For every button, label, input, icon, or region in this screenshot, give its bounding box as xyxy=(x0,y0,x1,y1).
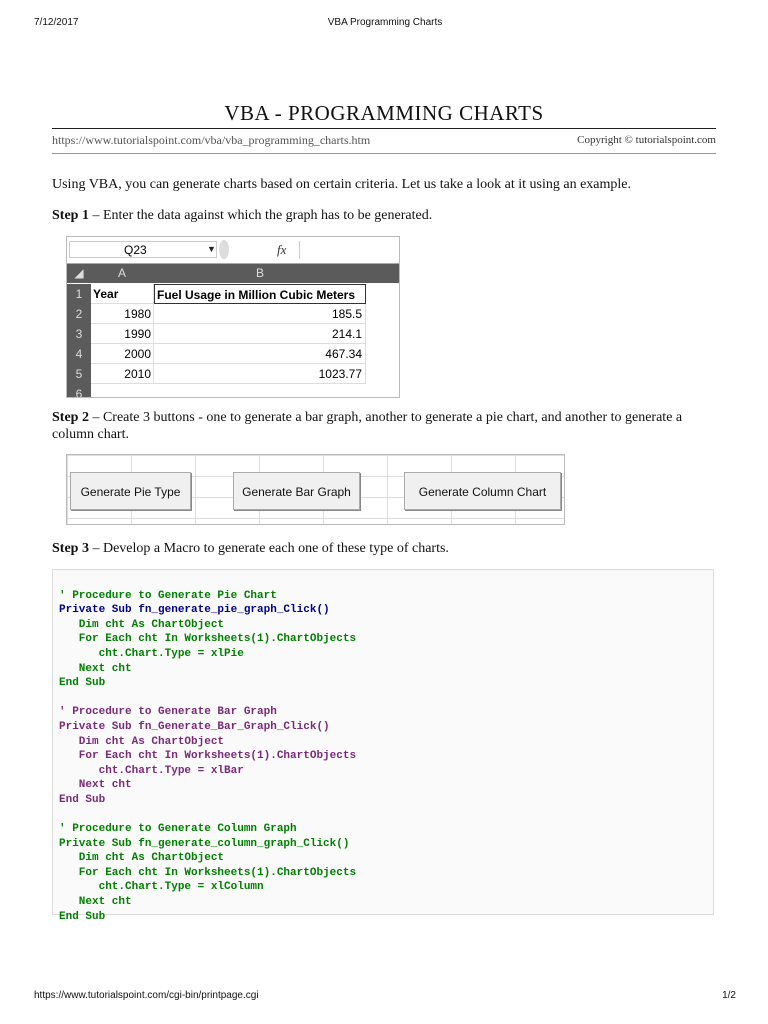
print-title: VBA Programming Charts xyxy=(327,17,443,28)
cell-a2[interactable]: 1980 xyxy=(91,304,154,324)
title-rule xyxy=(52,128,716,129)
cell-a1[interactable]: Year xyxy=(91,284,154,304)
source-url-link[interactable]: https://www.tutorialspoint.com/vba/vba_programming_charts.htm xyxy=(52,133,371,147)
code-line: ' Procedure to Generate Pie Chart xyxy=(59,589,277,602)
print-date: 7/12/2017 xyxy=(34,17,79,28)
code-line: Private Sub fn_generate_pie_graph_Click() xyxy=(59,604,330,617)
code-line: Dim cht As ChartObject xyxy=(59,618,225,631)
row-header-1[interactable]: 1 xyxy=(67,284,91,304)
generate-column-button[interactable]: Generate Column Chart xyxy=(404,472,561,510)
formula-separator xyxy=(299,241,300,259)
cell-b2[interactable]: 185.5 xyxy=(154,304,366,324)
code-line: End Sub xyxy=(59,910,106,923)
step1-text: – Enter the data against which the graph has to be generated. xyxy=(88,208,433,223)
cell-a3[interactable]: 1990 xyxy=(91,324,154,344)
header-rule xyxy=(52,153,716,154)
code-line: Next cht xyxy=(59,779,132,792)
column-headers xyxy=(67,264,399,283)
copyright-notice: Copyright © tutorialspoint.com xyxy=(577,134,716,146)
row-header-3[interactable]: 3 xyxy=(67,324,91,344)
row-header-6[interactable]: 6 xyxy=(67,384,91,398)
step3-paragraph xyxy=(52,540,716,557)
code-line: cht.Chart.Type = xlPie xyxy=(59,647,244,660)
step1-paragraph xyxy=(52,207,716,224)
step3-text: – Develop a Macro to generate each one of these type of charts. xyxy=(88,541,449,556)
formula-cancel-icon xyxy=(219,240,229,259)
code-line: Dim cht As ChartObject xyxy=(59,735,225,748)
print-footer-url: https://www.tutorialspoint.com/cgi-bin/printpage.cgi xyxy=(34,990,259,1001)
print-header xyxy=(34,17,736,31)
code-line: End Sub xyxy=(59,677,106,690)
row-header-2[interactable]: 2 xyxy=(67,304,91,324)
print-footer xyxy=(34,990,736,1004)
code-line: cht.Chart.Type = xlColumn xyxy=(59,881,264,894)
cell-b5[interactable]: 1023.77 xyxy=(154,364,366,384)
cell-a4[interactable]: 2000 xyxy=(91,344,154,364)
code-line: Private Sub fn_generate_column_graph_Click() xyxy=(59,837,350,850)
code-line xyxy=(59,808,356,823)
chevron-down-icon[interactable]: ▼ xyxy=(207,244,216,254)
code-line: Dim cht As ChartObject xyxy=(59,852,225,865)
cell-b4[interactable]: 467.34 xyxy=(154,344,366,364)
step3-label: Step 3 xyxy=(52,541,89,556)
excel-button-sheet xyxy=(66,454,565,525)
row-header-5[interactable]: 5 xyxy=(67,364,91,384)
step1-label: Step 1 xyxy=(52,208,89,223)
code-line: For Each cht In Worksheets(1).ChartObjects xyxy=(59,633,357,646)
generate-bar-button[interactable]: Generate Bar Graph xyxy=(233,472,360,510)
generate-pie-button[interactable]: Generate Pie Type xyxy=(70,472,191,510)
code-line: ' Procedure to Generate Column Graph xyxy=(59,823,297,836)
column-header-b[interactable]: B xyxy=(255,266,264,280)
select-all-corner[interactable]: ◢ xyxy=(74,266,84,280)
cell-b1[interactable]: Fuel Usage in Million Cubic Meters xyxy=(154,284,366,304)
cell-b3[interactable]: 214.1 xyxy=(154,324,366,344)
code-line: Private Sub fn_Generate_Bar_Graph_Click() xyxy=(59,720,330,733)
cell-a5[interactable]: 2010 xyxy=(91,364,154,384)
row-header-4[interactable]: 4 xyxy=(67,344,91,364)
column-header-a[interactable]: A xyxy=(117,266,126,280)
code-line: Next cht xyxy=(59,662,132,675)
step2-label: Step 2 xyxy=(52,410,89,425)
excel-data-table xyxy=(66,236,400,398)
name-box[interactable]: Q23 xyxy=(69,241,217,258)
code-line: For Each cht In Worksheets(1).ChartObjects xyxy=(59,750,357,763)
page-number: 1/2 xyxy=(722,990,736,1001)
intro-paragraph: Using VBA, you can generate charts based on certain criteria. Let us take a look at it using an example. xyxy=(52,177,631,192)
step2-paragraph xyxy=(52,409,716,443)
code-line: Next cht xyxy=(59,896,132,909)
code-line: cht.Chart.Type = xlBar xyxy=(59,764,244,777)
code-line xyxy=(59,691,356,706)
page-title: VBA - PROGRAMMING CHARTS xyxy=(224,101,544,125)
step2-text: – Create 3 buttons - one to generate a bar graph, another to generate a pie chart, and another to generate a column chart. xyxy=(52,410,683,442)
formula-bar xyxy=(67,237,399,264)
fx-icon[interactable]: fx xyxy=(277,242,287,257)
vba-code xyxy=(59,574,356,939)
code-line: ' Procedure to Generate Bar Graph xyxy=(59,706,277,719)
code-line: For Each cht In Worksheets(1).ChartObjects xyxy=(59,866,357,879)
code-line: End Sub xyxy=(59,793,106,806)
